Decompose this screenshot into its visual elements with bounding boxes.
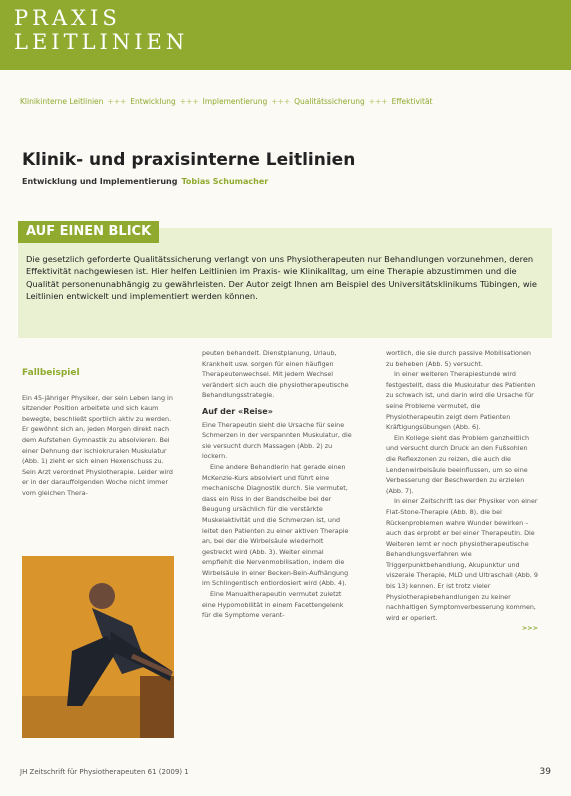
journal-reference: JH Zeitschrift für Physiotherapeuten 61 (2009) 1 (20, 768, 189, 776)
paragraph: peuten behandelt. Dienstplanung, Urlaub, Krankheit usw. sorgen für einen häufigen Therapeutenwechsel. Mit jedem Wechsel verändert sich auch die physiotherapeutische Behandlungsstrategie. (202, 349, 349, 400)
paragraph: In einer weiteren Therapiestunde wird festgestellt, dass die Muskulatur des Patienten zu schwach ist, und darin wird die Ursache für seine Probleme vermutet, die Physiotherapeutin zeigt dem Patienten Kräftigungsübungen (Abb. 6). (386, 370, 536, 432)
article-title: Klinik- und praxisinterne Leitlinien (22, 150, 356, 170)
column-3 (386, 348, 538, 634)
keyword-separator: +++ (271, 97, 291, 106)
keyword-separator: +++ (107, 97, 127, 106)
section-title-line1: PRAXIS (14, 6, 121, 30)
section-title-line2: LEITLINIEN (14, 30, 189, 54)
paragraph: Ein Kollege sieht das Problem ganzheitlich und versucht durch Druck an den Fußsohlen die Reflexzonen zu reizen, die auch die Lendenwirbelsäule beeinflussen, um so eine Verbesserung der Beschwerden zu erzielen (Abb. 7). (386, 433, 530, 495)
keyword-item: Qualitätssicherung (294, 97, 365, 106)
page-footer (20, 768, 551, 776)
paragraph: Eine Manualtherapeutin vermutet zuletzt eine Hypomobilität in einem Facettengelenk für die Symptome verant- (202, 590, 344, 620)
paragraph: Eine andere Behandlerin hat gerade einen McKenzie-Kurs absolviert und führt eine mechanische Diagnostik durch. Sie vermutet, dass ein Riss in der Bandscheibe bei der Beugung ursächlich für die verstärkte Muskelaktivität und die Schmerzen ist, und leitet den Patienten zu einer aktiven Therapie an, bei der die Wirbelsäule wiederholt gestreckt wird (Abb. 3). Weiter einmal empfiehlt die Nervenmobilisation, indem die Wirbelsäule in einer Becken-Bein-Aufhängung im Schlingentisch entlordosiert wird (Abb. 4). (202, 462, 349, 588)
keyword-item: Klinikinterne Leitlinien (20, 97, 104, 106)
paragraph: wortlich, die sie durch passive Mobilisationen zu beheben (Abb. 5) versucht. (386, 349, 531, 368)
page-number: 39 (539, 767, 551, 777)
keyword-breadcrumb (20, 97, 560, 106)
column-1 (22, 368, 174, 499)
paragraph: In einer Zeitschrift las der Physiker von einer Flat-Stone-Therapie (Abb. 8), die bei Rückenproblemen wahre Wunder bewirken – auch das erprobt er bei einer Therapeutin. Die Weiteren lernt er noch physiotherapeutische Behandlungsverfahren wie Triggerpunktbehandlung, Akupunktur und viszerale Therapie, MLD und Ultraschall (Abb. 9 bis 13) kennen. Er ist trotz vieler Physiotherapiebehandlungen zu keiner nachhaltigen Symptomverbesserung kommen, wird er operiert. (386, 497, 538, 622)
author-name: Tobias Schumacher (181, 177, 269, 186)
summary-heading: AUF EINEN BLICK (18, 221, 159, 243)
exercise-photo (22, 556, 174, 738)
keyword-separator: +++ (368, 97, 388, 106)
continue-marker: >>> (521, 624, 538, 633)
article-subtitle (22, 177, 268, 186)
section-title (14, 6, 188, 54)
column-2 (202, 348, 354, 621)
stretching-man-illustration (22, 556, 174, 738)
paragraph: Ein 45-jähriger Physiker, der sein Leben lang in sitzender Position arbeitete und sich kaum bewegte, beschließt sportlich aktiv zu werden. Er gewöhnt sich an, jeden Morgen direkt nach dem Aufstehen Gymnastik zu absolvieren. Bei einer Dehnung der ischiokruralen Muskulatur (Abb. 1) zieht er sich einen Hexenschuss zu. Sein Arzt verordnet Physiotherapie. Leider wird er in der darauffolgenden Woche nicht immer vom gleichen Thera- (22, 393, 173, 497)
subtitle-text: Entwicklung und Implementierung (22, 177, 178, 186)
keyword-separator: +++ (179, 97, 199, 106)
keyword-item: Effektivität (391, 97, 433, 106)
journey-heading: Auf der «Reise» (202, 406, 273, 416)
summary-text: Die gesetzlich geforderte Qualitätssicherung verlangt von uns Physiotherapeuten nur Behandlungen vorzunehmen, deren Effektivität nachgewiesen ist. Hier helfen Leitlinien im Praxis- wie Klinikalltag, um eine Therapie abzustimmen und die Qualität personenunabhängig zu gewährleisten. Der Autor zeigt Ihnen am Beispiel des Universitätsklinikums Tübingen, wie Leitlinien entwickelt und implementiert werden können. (26, 254, 538, 302)
paragraph: Eine Therapeutin sieht die Ursache für seine Schmerzen in der verspannten Muskulatur, die sie versucht durch Massagen (Abb. 2) zu lockern. (202, 420, 352, 461)
case-heading: Fallbeispiel (22, 368, 80, 378)
keyword-item: Implementierung (202, 97, 268, 106)
keyword-item: Entwicklung (130, 97, 176, 106)
